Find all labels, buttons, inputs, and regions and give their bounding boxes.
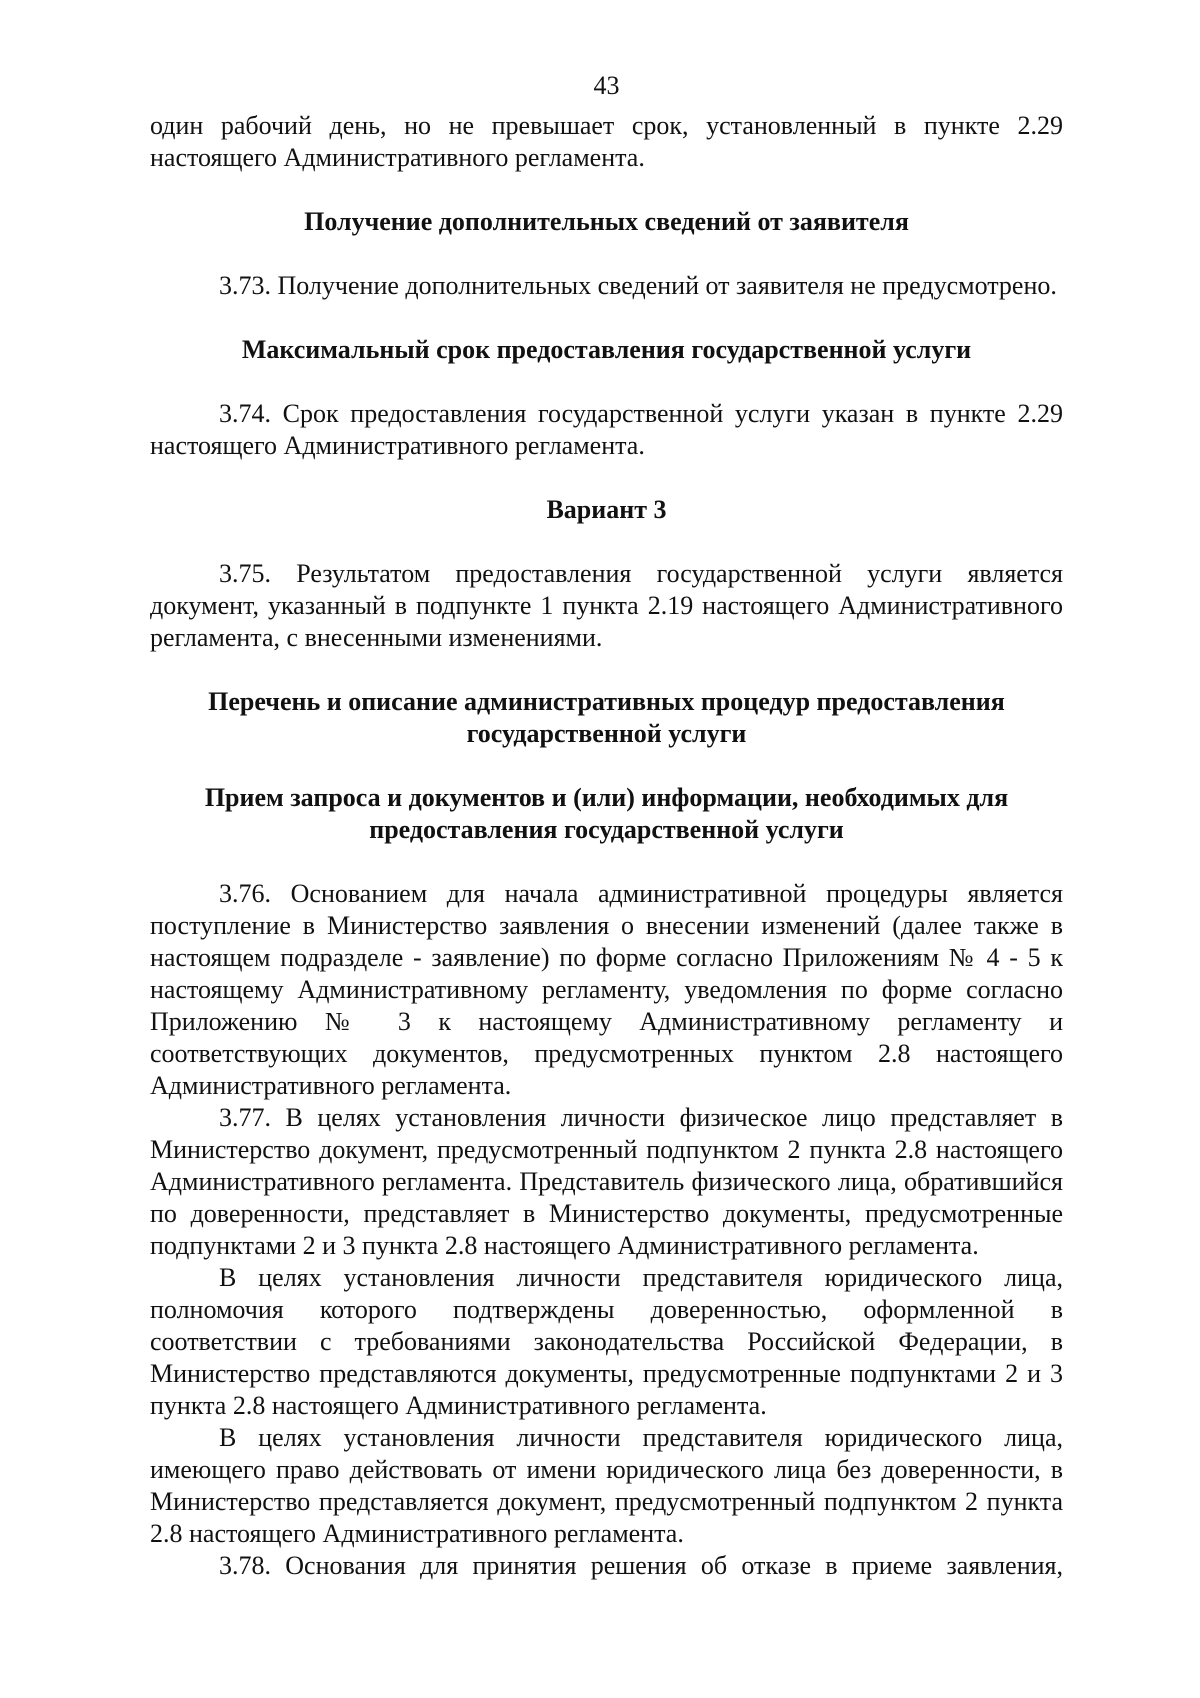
heading-procedures-list: Перечень и описание административных процедур предоставления государственной услуги — [208, 687, 1005, 748]
heading-additional-info: Получение дополнительных сведений от заявителя — [304, 207, 909, 236]
paragraph-legal-entity-proxy: В целях установления личности представителя юридического лица, полномочия которого подтверждены доверенностью, оформленной в соответствии с требованиями законодательства Российской Федерации, в Министерство представляются документы, предусмотренные подпунктами 2 и 3 пункта 2.8 настоящего Административного регламента. — [150, 1263, 1063, 1420]
paragraph-3-74: 3.74. Срок предоставления государственной услуги указан в пункте 2.29 настоящего Административного регламента. — [150, 399, 1063, 460]
paragraph-continuation: один рабочий день, но не превышает срок, установленный в пункте 2.29 настоящего Административного регламента. — [150, 111, 1063, 172]
heading-max-term: Максимальный срок предоставления государственной услуги — [241, 335, 972, 364]
paragraph-3-76: 3.76. Основанием для начала административной процедуры является поступление в Министерство заявления о внесении изменений (далее также в настоящем подразделе - заявление) по форме согласно Приложениям № 4 - 5 к настоящему Административному регламенту, уведомления по форме согласно Приложению № 3 к настоящему Административному регламенту и соответствующих документов, предусмотренных пунктом 2.8 настоящего Административного регламента. — [150, 879, 1063, 1100]
page-number: 43 — [593, 71, 620, 100]
paragraph-3-78: 3.78. Основания для принятия решения об отказе в приеме заявления, — [219, 1551, 1063, 1580]
paragraph-3-73: 3.73. Получение дополнительных сведений от заявителя не предусмотрено. — [219, 271, 1057, 300]
document-page — [150, 70, 1063, 1582]
heading-request-reception: Прием запроса и документов и (или) информации, необходимых для предоставления государственной услуги — [204, 783, 1009, 844]
paragraph-legal-entity-no-proxy: В целях установления личности представителя юридического лица, имеющего право действовать от имени юридического лица без доверенности, в Министерство представляется документ, предусмотренный подпунктом 2 пункта 2.8 настоящего Административного регламента. — [150, 1423, 1063, 1548]
paragraph-3-75: 3.75. Результатом предоставления государственной услуги является документ, указанный в подпункте 1 пункта 2.19 настоящего Административного регламента, с внесенными изменениями. — [150, 559, 1063, 652]
paragraph-3-77: 3.77. В целях установления личности физическое лицо представляет в Министерство документ, предусмотренный подпунктом 2 пункта 2.8 настоящего Административного регламента. Представитель физического лица, обратившийся по доверенности, представляет в Министерство документы, предусмотренные подпунктами 2 и 3 пункта 2.8 настоящего Административного регламента. — [150, 1103, 1063, 1260]
heading-variant-3: Вариант 3 — [546, 495, 667, 524]
